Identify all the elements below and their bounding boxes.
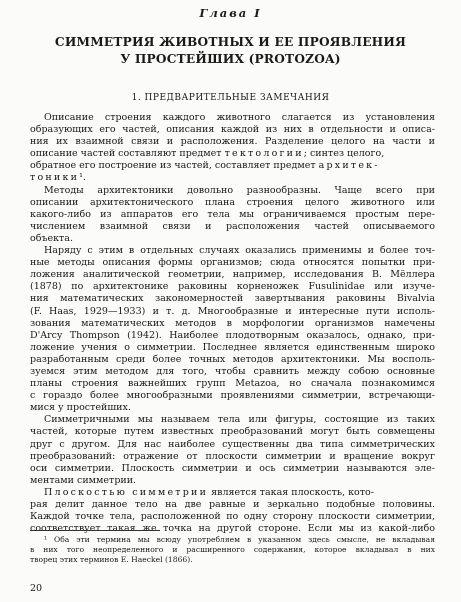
text-line: Описание строения каждого животного слагается из установления (44, 112, 435, 123)
text-line: какого-либо из аппаратов его тела мы ограничиваемся простым пере- (30, 208, 435, 220)
text-line: друг с другом. Для нас наиболее существенны два типа симметрических (30, 438, 435, 450)
text-line: обратное его построение из частей, составляет предмет архитек- (30, 160, 380, 172)
text-line: числением взаимной связи и расположения частей описываемого (30, 220, 435, 232)
text-line: зования математических методов в морфологии организмов намечены (30, 317, 435, 329)
footnote (30, 535, 435, 566)
chapter-title-line-2: У ПРОСТЕЙШИХ (PROTOZOA) (120, 52, 341, 66)
text-line: Наряду с этим в отдельных случаях оказались применимы и более точ- (44, 245, 435, 257)
text-line: ния их взаимной связи и расположения. Разделение целого на части и (30, 136, 435, 148)
body-text (30, 112, 435, 535)
text-line: зуемся этим методом для того, чтобы сравнить между собою основные (30, 365, 435, 377)
text-line: (F. Haas, 1929—1933) и т. д. Многообразные и интересные пути исполь- (30, 305, 435, 317)
text-line: оси симметрии. Плоскость симметрии и ось симметрии называются эле- (30, 462, 435, 474)
text-line: Методы архитектоники довольно разнообразны. Чаще всего при (44, 184, 435, 196)
footnote-line: ¹ Оба эти термина мы всюду употребляем в указанном здесь смысле, не вкладывая (44, 535, 435, 544)
footnote-ref[interactable]: ¹. (79, 172, 86, 184)
chapter-label: Глава I (199, 6, 262, 20)
text-line: ния математических закономерностей завертывания раковины Bivalvia (30, 293, 435, 305)
text-line: преобразований: отражение от плоскости симметрии и вращение вокруг (30, 450, 435, 462)
text-line: планы строения важнейших групп Metazoa, но сначала познакомимся (30, 378, 435, 390)
text-line: ментами симметрии. (30, 474, 137, 486)
text-line: объекта. (30, 232, 73, 244)
page-number: 20 (30, 583, 43, 594)
text-line: ложение учения о симметрии. Последнее является единственным широко (30, 341, 435, 353)
text-line: Симметричными мы называем тела или фигуры, состоящие из таких (44, 414, 435, 426)
spaced-term-symmetry-plane: Плоскостью симметрии (44, 486, 209, 498)
footnote-line: в них того неопределенного и расширенного содержания, которое вкладывал в них (30, 545, 435, 555)
text-line: ложения аналитической геометрии, например, исследования В. Мёллера (30, 269, 435, 281)
section-heading: 1. ПРЕДВАРИТЕЛЬНЫЕ ЗАМЕЧАНИЯ (131, 93, 330, 103)
text-line: описание частей составляют предмет тектологии; синтез целого, (30, 148, 385, 160)
text-line: Каждой точке тела, расположенной по одну сторону плоскости симметрии, (30, 511, 435, 523)
text-line: ные методы описания формы организмов; сюда относятся попытки при- (30, 257, 435, 269)
text-line: разработанным среди более точных методов архитектоники. Мы восполь- (30, 353, 435, 365)
footnote-divider (30, 530, 160, 531)
chapter-title (20, 34, 441, 68)
text-line: частей, которые путем известных преобразований могут быть совмещены (30, 426, 435, 438)
text-line: (1878) по архитектонике раковины корненожек Fusulinidae или изуче- (30, 281, 435, 293)
footnote-line: творец этих терминов Е. Haeckel (1866). (30, 555, 193, 565)
text-line: рая делит данное тело на две равные и зеркально подобные половины. (30, 499, 435, 510)
spaced-term-tectology: тектологии (224, 148, 304, 160)
text-line: мися у простейших. (30, 402, 131, 414)
text-line: соответствует такая же точка на другой стороне. Если мы из какой-либо (30, 523, 435, 535)
text-line: Плоскостью симметрии является такая плоскость, кото- (44, 486, 374, 498)
spaced-term-architectonics: архитек- (318, 160, 380, 172)
text-line (30, 172, 435, 184)
spaced-term-architectonics-end: тоники (30, 172, 80, 184)
text-line: образующих его частей, описания каждой из них в отдельности и описа- (30, 124, 435, 136)
text-line: описании архитектонического плана строения целого животного или (30, 196, 435, 208)
text-line: с гораздо более многообразными проявлениями симметрии, встречающи- (30, 390, 435, 402)
text-line: D'Arcy Thompson (1942). Наиболее плодотворным оказалось, однако, при- (30, 329, 435, 341)
chapter-title-line-1: СИММЕТРИЯ ЖИВОТНЫХ И ЕЕ ПРОЯВЛЕНИЯ (54, 35, 407, 49)
